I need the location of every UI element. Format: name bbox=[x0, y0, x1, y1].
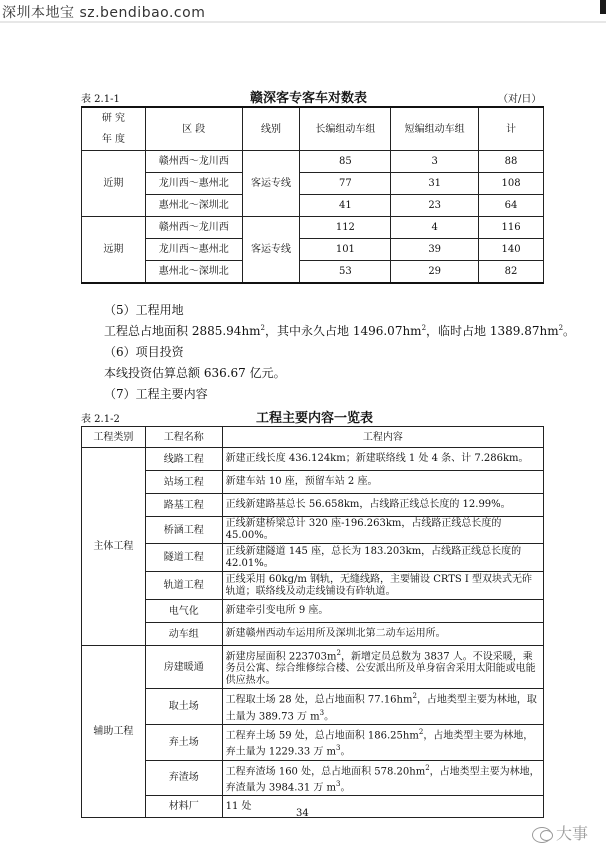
content-cell: 11 处 bbox=[222, 796, 543, 818]
short-cell: 4 bbox=[391, 217, 479, 239]
section-cell: 惠州北～深圳北 bbox=[145, 261, 242, 284]
table-row bbox=[82, 448, 544, 471]
table-row bbox=[82, 239, 544, 261]
total-cell: 88 bbox=[479, 151, 544, 173]
content-cell: 正线采用 60kg/m 钢轨，无缝线路，主要铺设 CRTS I 型双块式无砟轨道；联络线及动走线铺设有砟轨道。 bbox=[222, 572, 543, 600]
section5-heading: （5）工程用地 bbox=[104, 303, 184, 317]
long-cell: 41 bbox=[300, 195, 391, 217]
total-cell: 140 bbox=[479, 239, 544, 261]
long-cell: 53 bbox=[300, 261, 391, 284]
total-cell: 82 bbox=[479, 261, 544, 284]
short-cell: 39 bbox=[391, 239, 479, 261]
period-cell: 远期 bbox=[82, 217, 146, 284]
wechat-icon bbox=[532, 827, 552, 843]
header-name: 工程名称 bbox=[145, 427, 222, 448]
content-cell: 新建赣州西动车运用所及深圳北第二动车运用所。 bbox=[222, 623, 543, 646]
name-cell: 取土场 bbox=[145, 689, 222, 725]
total-cell: 108 bbox=[479, 173, 544, 195]
name-cell: 房建暖通 bbox=[145, 646, 222, 689]
line-type-cell: 客运专线 bbox=[242, 151, 300, 217]
short-cell: 3 bbox=[391, 151, 479, 173]
content-cell: 新建车站 10 座，预留车站 2 座。 bbox=[222, 471, 543, 494]
table-row bbox=[82, 471, 544, 494]
header-period: 研 究 年 度 bbox=[82, 107, 146, 151]
short-cell: 23 bbox=[391, 195, 479, 217]
site-watermark: 深圳本地宝 sz.bendibao.com bbox=[2, 5, 206, 21]
name-cell: 弃渣场 bbox=[145, 760, 222, 796]
name-cell: 路基工程 bbox=[145, 494, 222, 517]
line-type-cell: 客运专线 bbox=[242, 217, 300, 284]
header-short-emu: 短编组动车组 bbox=[391, 107, 479, 151]
content-cell: 正线新建路基总长 56.658km，占线路正线总长度的 12.99%。 bbox=[222, 494, 543, 517]
table-header-row bbox=[82, 107, 544, 151]
short-cell: 31 bbox=[391, 173, 479, 195]
content-cell: 工程弃渣场 160 处，总占地面积 $578.20hm^2$，占地类型主要为林地，弃渣量为 3984.31 万 $m^3$。 bbox=[222, 760, 543, 796]
corner-mark bbox=[600, 0, 606, 14]
long-cell: 77 bbox=[300, 173, 391, 195]
page-number: 34 bbox=[296, 808, 309, 819]
long-cell: 112 bbox=[300, 217, 391, 239]
name-cell: 电气化 bbox=[145, 600, 222, 623]
section5-text: 工程总占地面积 $2885.94hm^2$，其中永久占地 $1496.07hm^2$，临时占地 $1389.87hm^2$。 bbox=[104, 324, 576, 338]
long-cell: 101 bbox=[300, 239, 391, 261]
section-cell: 惠州北～深圳北 bbox=[145, 195, 242, 217]
table-row bbox=[82, 517, 544, 544]
bottom-watermark: 大事 bbox=[532, 821, 588, 844]
name-cell: 动车组 bbox=[145, 623, 222, 646]
header-content: 工程内容 bbox=[222, 427, 543, 448]
top-divider bbox=[0, 21, 606, 23]
name-cell: 轨道工程 bbox=[145, 572, 222, 600]
table1-unit: （对/日） bbox=[498, 94, 542, 105]
category-cell: 主体工程 bbox=[82, 448, 146, 646]
train-pairs-table bbox=[81, 106, 544, 284]
content-cell: 新建牵引变电所 9 座。 bbox=[222, 600, 543, 623]
name-cell: 材料厂 bbox=[145, 796, 222, 818]
table-header-row bbox=[82, 427, 544, 448]
section-cell: 赣州西～龙川西 bbox=[145, 151, 242, 173]
name-cell: 桥涵工程 bbox=[145, 517, 222, 544]
total-cell: 64 bbox=[479, 195, 544, 217]
header-line-type: 线别 bbox=[242, 107, 300, 151]
table1-title: 赣深客专客车对数表 bbox=[250, 91, 368, 106]
name-cell: 弃土场 bbox=[145, 724, 222, 760]
table-row bbox=[82, 646, 544, 689]
header-category: 工程类别 bbox=[82, 427, 146, 448]
table-row bbox=[82, 623, 544, 646]
table1-number: 表 2.1-1 bbox=[81, 94, 120, 105]
content-cell: 工程取土场 28 处，总占地面积 $77.16hm^2$，占地类型主要为林地，取土量为 389.73 万 $m^3$。 bbox=[222, 689, 543, 725]
short-cell: 29 bbox=[391, 261, 479, 284]
table-row bbox=[82, 494, 544, 517]
table-row bbox=[82, 796, 544, 818]
section7-heading: （7）工程主要内容 bbox=[104, 387, 208, 401]
header-long-emu: 长编组动车组 bbox=[300, 107, 391, 151]
table-row bbox=[82, 544, 544, 572]
header-section: 区 段 bbox=[145, 107, 242, 151]
category-cell: 辅助工程 bbox=[82, 646, 146, 818]
table2-number: 表 2.1-2 bbox=[81, 414, 120, 425]
table-row bbox=[82, 151, 544, 173]
table-row bbox=[82, 572, 544, 600]
name-cell: 隧道工程 bbox=[145, 544, 222, 572]
total-cell: 116 bbox=[479, 217, 544, 239]
content-cell: 工程弃土场 59 处，总占地面积 $186.25hm^2$，占地类型主要为林地，弃土量为 1229.33 万 $m^3$。 bbox=[222, 724, 543, 760]
table2-title: 工程主要内容一览表 bbox=[256, 411, 374, 426]
period-cell: 近期 bbox=[82, 151, 146, 217]
name-cell: 线路工程 bbox=[145, 448, 222, 471]
project-content-table bbox=[81, 426, 544, 818]
table-row bbox=[82, 217, 544, 239]
content-cell: 正线新建桥梁总计 320 座-196.263km，占线路正线总长度的 45.00%。 bbox=[222, 517, 543, 544]
section-cell: 赣州西～龙川西 bbox=[145, 217, 242, 239]
header-total: 计 bbox=[479, 107, 544, 151]
table-row bbox=[82, 173, 544, 195]
section6-text: 本线投资估算总额 636.67 亿元。 bbox=[104, 366, 286, 380]
content-cell: 正线新建隧道 145 座，总长为 183.203km，占线路正线总长度的 42.01%。 bbox=[222, 544, 543, 572]
table-row bbox=[82, 600, 544, 623]
section-cell: 龙川西～惠州北 bbox=[145, 173, 242, 195]
section-cell: 龙川西～惠州北 bbox=[145, 239, 242, 261]
table-row bbox=[82, 760, 544, 796]
content-cell: 新建房屋面积 $223703m^2$，新增定员总数为 3837 人。不设采暖，乘务员公寓、综合维修综合楼、公安派出所及单身宿舍采用太阳能或电能供应热水。 bbox=[222, 646, 543, 689]
name-cell: 站场工程 bbox=[145, 471, 222, 494]
long-cell: 85 bbox=[300, 151, 391, 173]
section6-heading: （6）项目投资 bbox=[104, 345, 184, 359]
table-row bbox=[82, 261, 544, 284]
table-row bbox=[82, 689, 544, 725]
content-cell: 新建正线长度 436.124km；新建联络线 1 处 4 条、计 7.286km。 bbox=[222, 448, 543, 471]
table-row bbox=[82, 195, 544, 217]
table-row bbox=[82, 724, 544, 760]
